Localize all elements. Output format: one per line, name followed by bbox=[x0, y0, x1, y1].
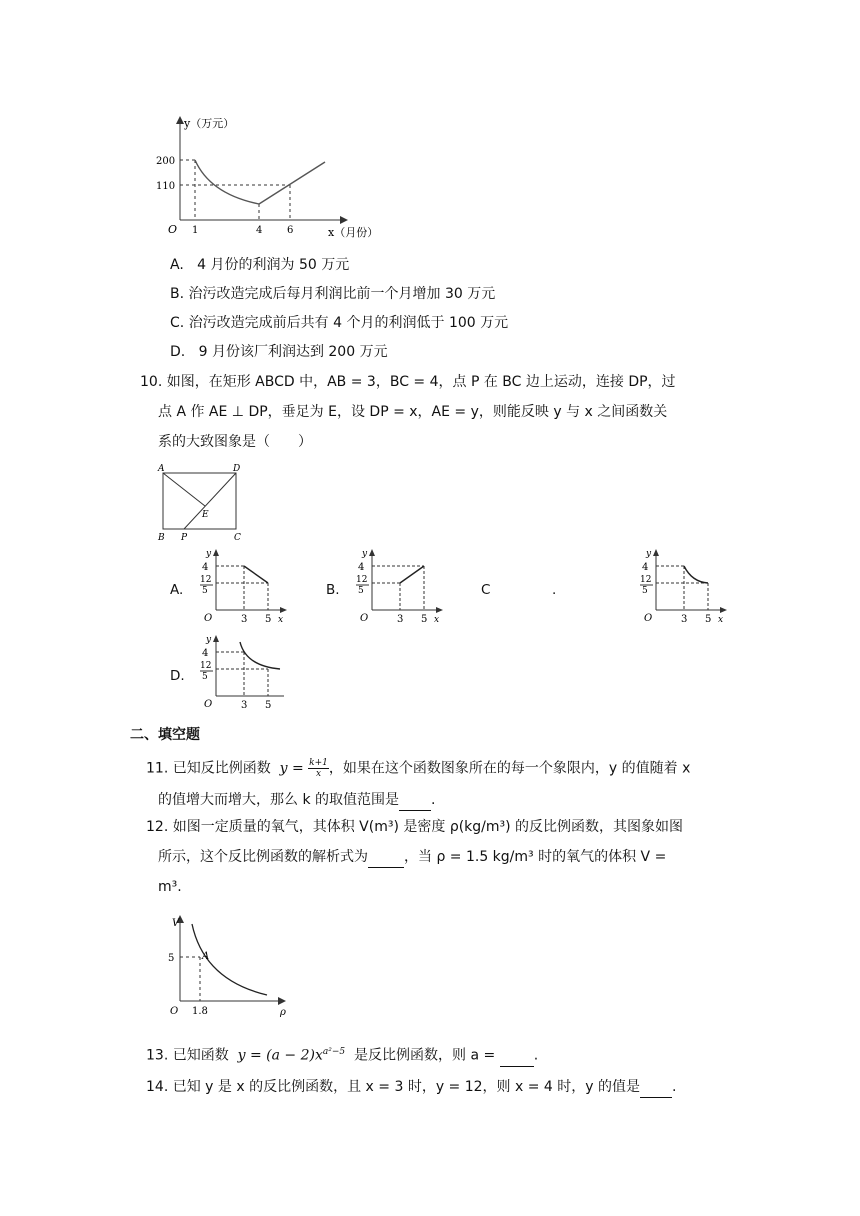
graph-a-xtick-5: 5 bbox=[265, 614, 272, 624]
q12-v-label: V bbox=[172, 918, 180, 929]
q10-fig-e: E bbox=[202, 510, 209, 520]
q11-line-1: 11. 已知反比例函数 y = $\frac{k+1}{x}$ ，如果在这个函数图象所在的每一个象限内，y 的值随着 x bbox=[146, 758, 691, 779]
graph-a-ytick-12: 12 bbox=[200, 575, 212, 585]
q9-xtick-4: 4 bbox=[256, 225, 263, 236]
graph-c-origin: O bbox=[644, 613, 653, 624]
graph-c-ytick-5-den: 5 bbox=[642, 586, 648, 596]
q12-line-2: 所示，这个反比例函数的解析式为 ，当 ρ = 1.5 kg/m³ 时的氧气的体积 V = bbox=[158, 847, 666, 868]
q10-graph-c bbox=[634, 546, 734, 624]
q10-option-d-label: D. bbox=[170, 668, 185, 684]
graph-d-ytick-5-den: 5 bbox=[202, 672, 208, 682]
graph-a-y-axis-label: y bbox=[206, 549, 212, 559]
q9-x-axis-label: x（月份） bbox=[328, 226, 379, 239]
q12-xtick-1-8: 1.8 bbox=[192, 1006, 208, 1017]
q9-xtick-6: 6 bbox=[287, 225, 294, 236]
q9-option-d: D. 9 月份该厂利润达到 200 万元 bbox=[170, 344, 388, 360]
q12-origin: O bbox=[170, 1006, 179, 1017]
q10-line-2: 点 A 作 AE ⊥ DP，垂足为 E，设 DP = x，AE = y，则能反映 y 与 x 之间函数关 bbox=[158, 404, 668, 420]
q9-option-c: C. 治污改造完成前后共有 4 个月的利润低于 100 万元 bbox=[170, 315, 509, 331]
q9-origin: O bbox=[168, 223, 178, 236]
graph-d-y-axis-label: y bbox=[206, 635, 212, 645]
graph-d-xtick-5: 5 bbox=[265, 700, 272, 710]
graph-b-xtick-5: 5 bbox=[421, 614, 428, 624]
q9-y-axis-label: y（万元） bbox=[184, 117, 235, 130]
graph-c-ytick-12: 12 bbox=[640, 575, 652, 585]
graph-d-ytick-4: 4 bbox=[202, 648, 209, 659]
q12-line-1: 12. 如图一定质量的氧气，其体积 V(m³) 是密度 ρ(kg/m³) 的反比例函数，其图象如图 bbox=[146, 819, 684, 835]
q9-option-b: B. 治污改造完成后每月利润比前一个月增加 30 万元 bbox=[170, 286, 496, 302]
graph-c-y-axis-label: y bbox=[646, 549, 652, 559]
graph-a-ytick-5-den: 5 bbox=[202, 586, 208, 596]
q10-fig-d: D bbox=[233, 464, 241, 474]
graph-c-xtick-5: 5 bbox=[705, 614, 712, 624]
section-title-fill-in: 二、填空题 bbox=[130, 727, 200, 743]
graph-c-xtick-3: 3 bbox=[681, 614, 688, 624]
q10-graph-b bbox=[350, 546, 450, 624]
q11-answer-blank[interactable] bbox=[399, 790, 431, 811]
q10-fig-a: A bbox=[158, 464, 165, 474]
q10-line-1: 10. 如图，在矩形 ABCD 中，AB = 3，BC = 4，点 P 在 BC 边上运动，连接 DP，过 bbox=[140, 374, 676, 390]
q10-fig-p: P bbox=[181, 533, 188, 542]
q12-volume-density-graph bbox=[162, 912, 297, 1022]
graph-b-origin: O bbox=[360, 613, 369, 624]
q10-option-b-label: B. bbox=[326, 582, 340, 598]
graph-b-ytick-12: 12 bbox=[356, 575, 368, 585]
q9-ytick-110: 110 bbox=[156, 181, 176, 192]
q9-option-a: A. 4 月份的利润为 50 万元 bbox=[170, 257, 350, 273]
q10-fig-b: B bbox=[158, 533, 165, 542]
q10-graph-d bbox=[194, 632, 294, 710]
q12-point-a: A bbox=[202, 951, 210, 962]
q9-profit-graph bbox=[150, 112, 390, 242]
q9-xtick-1: 1 bbox=[192, 225, 199, 236]
graph-a-x-axis-label: x bbox=[278, 615, 284, 624]
q12-ytick-5: 5 bbox=[168, 953, 175, 964]
q13-line: 13. 已知函数 $y = (a - 2)x^{a^2-5}$ 是反比例函数，则 a = . bbox=[146, 1042, 538, 1067]
q11-line-2: 的值增大而增大，那么 k 的取值范围是 . bbox=[158, 790, 435, 811]
q10-rectangle-figure bbox=[155, 462, 250, 542]
graph-a-ytick-4: 4 bbox=[202, 562, 209, 573]
graph-c-x-axis-label: x bbox=[718, 615, 724, 624]
graph-a-xtick-3: 3 bbox=[241, 614, 248, 624]
q13-answer-blank[interactable] bbox=[500, 1046, 534, 1067]
q9-ytick-200: 200 bbox=[156, 156, 176, 167]
graph-d-xtick-3: 3 bbox=[241, 700, 248, 710]
q14-line: 14. 已知 y 是 x 的反比例函数，且 x = 3 时，y = 12，则 x = 4 时，y 的值是 . bbox=[146, 1077, 676, 1098]
graph-b-x-axis-label: x bbox=[434, 615, 440, 624]
graph-d-ytick-12: 12 bbox=[200, 661, 212, 671]
q12-rho-label: ρ bbox=[280, 1007, 286, 1018]
q12-line-3: m³. bbox=[158, 879, 182, 895]
q12-formula-blank[interactable] bbox=[368, 847, 404, 868]
graph-b-xtick-3: 3 bbox=[397, 614, 404, 624]
graph-b-ytick-4: 4 bbox=[358, 562, 365, 573]
q10-graph-a bbox=[194, 546, 294, 624]
q10-option-a-label: A. bbox=[170, 582, 184, 598]
q10-option-c-label: C bbox=[481, 582, 491, 598]
graph-a-origin: O bbox=[204, 613, 213, 624]
q13-exponent: a²−5 bbox=[322, 1047, 346, 1057]
q10-option-c-dot: . bbox=[552, 582, 557, 598]
graph-b-ytick-5-den: 5 bbox=[358, 586, 364, 596]
q10-fig-c: C bbox=[234, 533, 241, 542]
graph-d-origin: O bbox=[204, 699, 213, 710]
q11-fraction: $\frac{k+1}{x}$ bbox=[309, 758, 328, 779]
q14-answer-blank[interactable] bbox=[640, 1077, 672, 1098]
graph-b-y-axis-label: y bbox=[362, 549, 368, 559]
q10-line-3: 系的大致图象是（ ） bbox=[158, 434, 312, 450]
graph-c-ytick-4: 4 bbox=[642, 562, 649, 573]
